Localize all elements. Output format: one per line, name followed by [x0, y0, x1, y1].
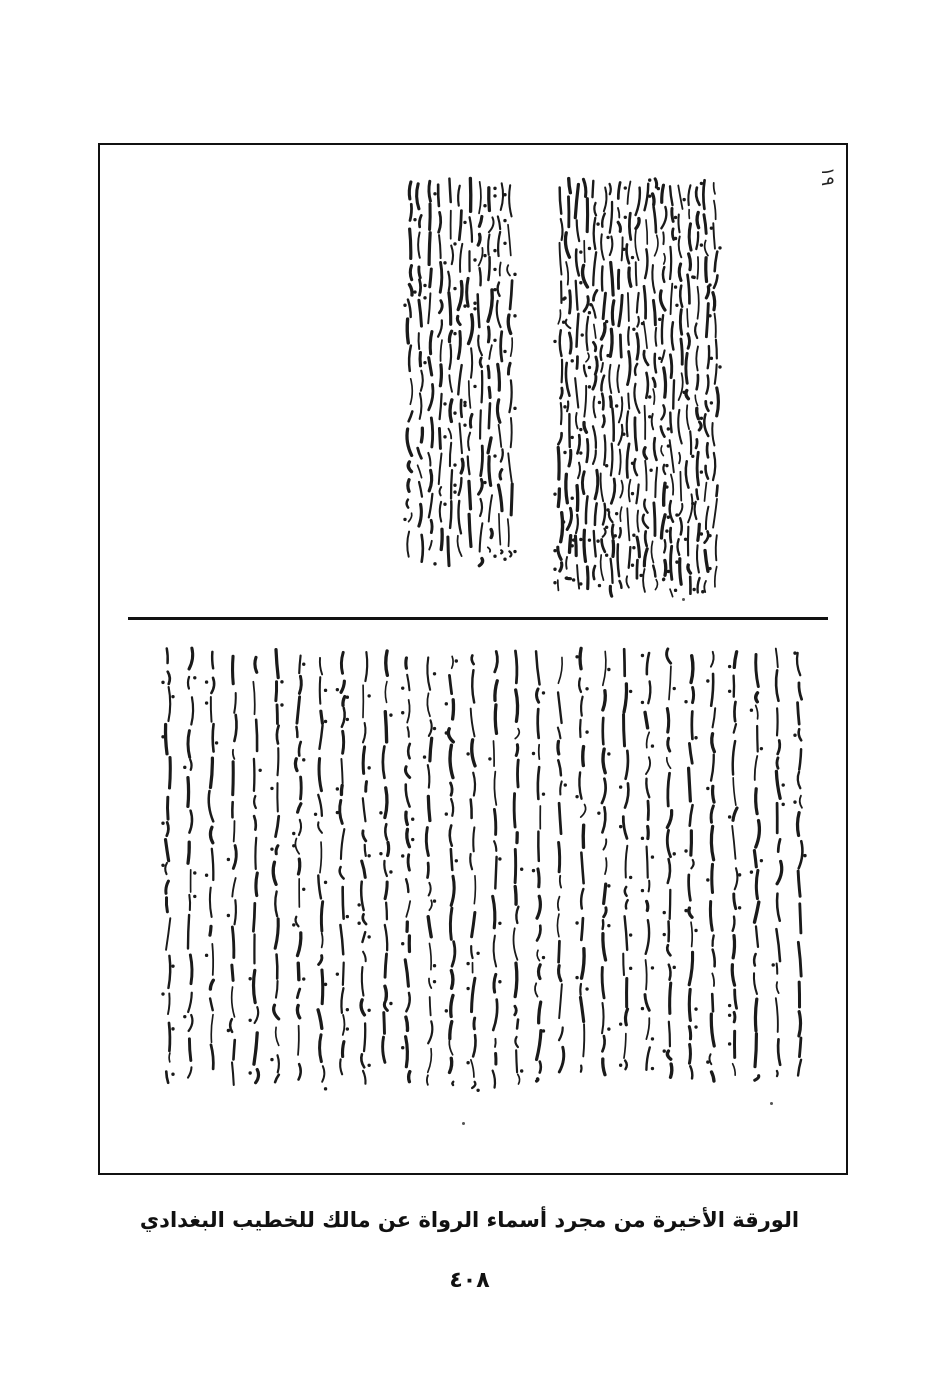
script-line	[557, 657, 566, 1072]
script-line	[619, 649, 631, 1069]
script-line	[488, 188, 496, 558]
scan-speck	[462, 1122, 465, 1125]
script-line	[438, 185, 446, 550]
script-line	[623, 182, 635, 588]
script-line	[271, 650, 283, 1083]
script-line	[794, 652, 806, 1076]
script-line	[513, 651, 522, 1084]
scan-speck	[770, 1102, 773, 1105]
script-line	[454, 186, 466, 556]
script-line	[404, 182, 416, 557]
script-line	[423, 657, 435, 1084]
script-line	[571, 184, 583, 588]
folio-number: ١٩	[817, 166, 839, 187]
script-line	[227, 656, 236, 1085]
script-line	[445, 656, 457, 1085]
script-line	[184, 648, 196, 1077]
script-line	[205, 652, 217, 1069]
script-line	[614, 182, 626, 587]
figure-caption: الورقة الأخيرة من مجرد أسماء الرواة عن مالك للخطيب البغدادي	[139, 1208, 800, 1232]
scan-speck	[682, 598, 685, 601]
script-line	[580, 179, 592, 588]
script-line	[380, 651, 392, 1062]
script-line	[685, 656, 697, 1079]
script-line	[358, 652, 370, 1084]
script-line	[467, 656, 479, 1092]
script-line	[709, 183, 721, 587]
script-line	[424, 181, 436, 565]
script-line	[554, 187, 566, 590]
page-number: ٤٠٨	[449, 1268, 490, 1293]
script-line	[444, 179, 456, 566]
handwritten-lines-top	[130, 158, 830, 613]
script-line	[598, 651, 610, 1074]
script-line	[683, 185, 695, 593]
script-line	[402, 658, 414, 1082]
script-line	[249, 657, 261, 1082]
script-line	[504, 185, 516, 556]
script-line	[666, 186, 678, 596]
script-line	[700, 180, 712, 592]
script-line	[649, 179, 661, 590]
script-line	[489, 652, 501, 1088]
script-line	[314, 658, 326, 1090]
script-line	[641, 653, 653, 1070]
script-line	[772, 649, 784, 1077]
script-line	[293, 656, 305, 1080]
script-line	[414, 184, 426, 562]
script-line	[532, 651, 544, 1081]
script-line	[674, 185, 686, 591]
script-line	[494, 183, 506, 560]
script-line	[576, 648, 588, 1071]
script-line	[657, 185, 669, 579]
script-line	[336, 652, 348, 1074]
script-line	[474, 182, 486, 566]
script-line	[162, 648, 174, 1082]
manuscript-image-bottom-folio	[130, 628, 830, 1138]
script-line	[663, 649, 675, 1077]
script-line	[707, 652, 716, 1081]
script-line	[640, 184, 652, 592]
script-line	[464, 178, 476, 546]
script-line	[562, 179, 574, 582]
script-line	[728, 652, 740, 1075]
handwritten-lines-bottom	[130, 628, 830, 1138]
script-line	[750, 654, 762, 1080]
script-line	[588, 181, 600, 587]
folio-divider	[128, 617, 828, 620]
script-line	[597, 187, 609, 580]
script-line	[692, 188, 704, 593]
manuscript-image-top-folio	[130, 158, 830, 613]
